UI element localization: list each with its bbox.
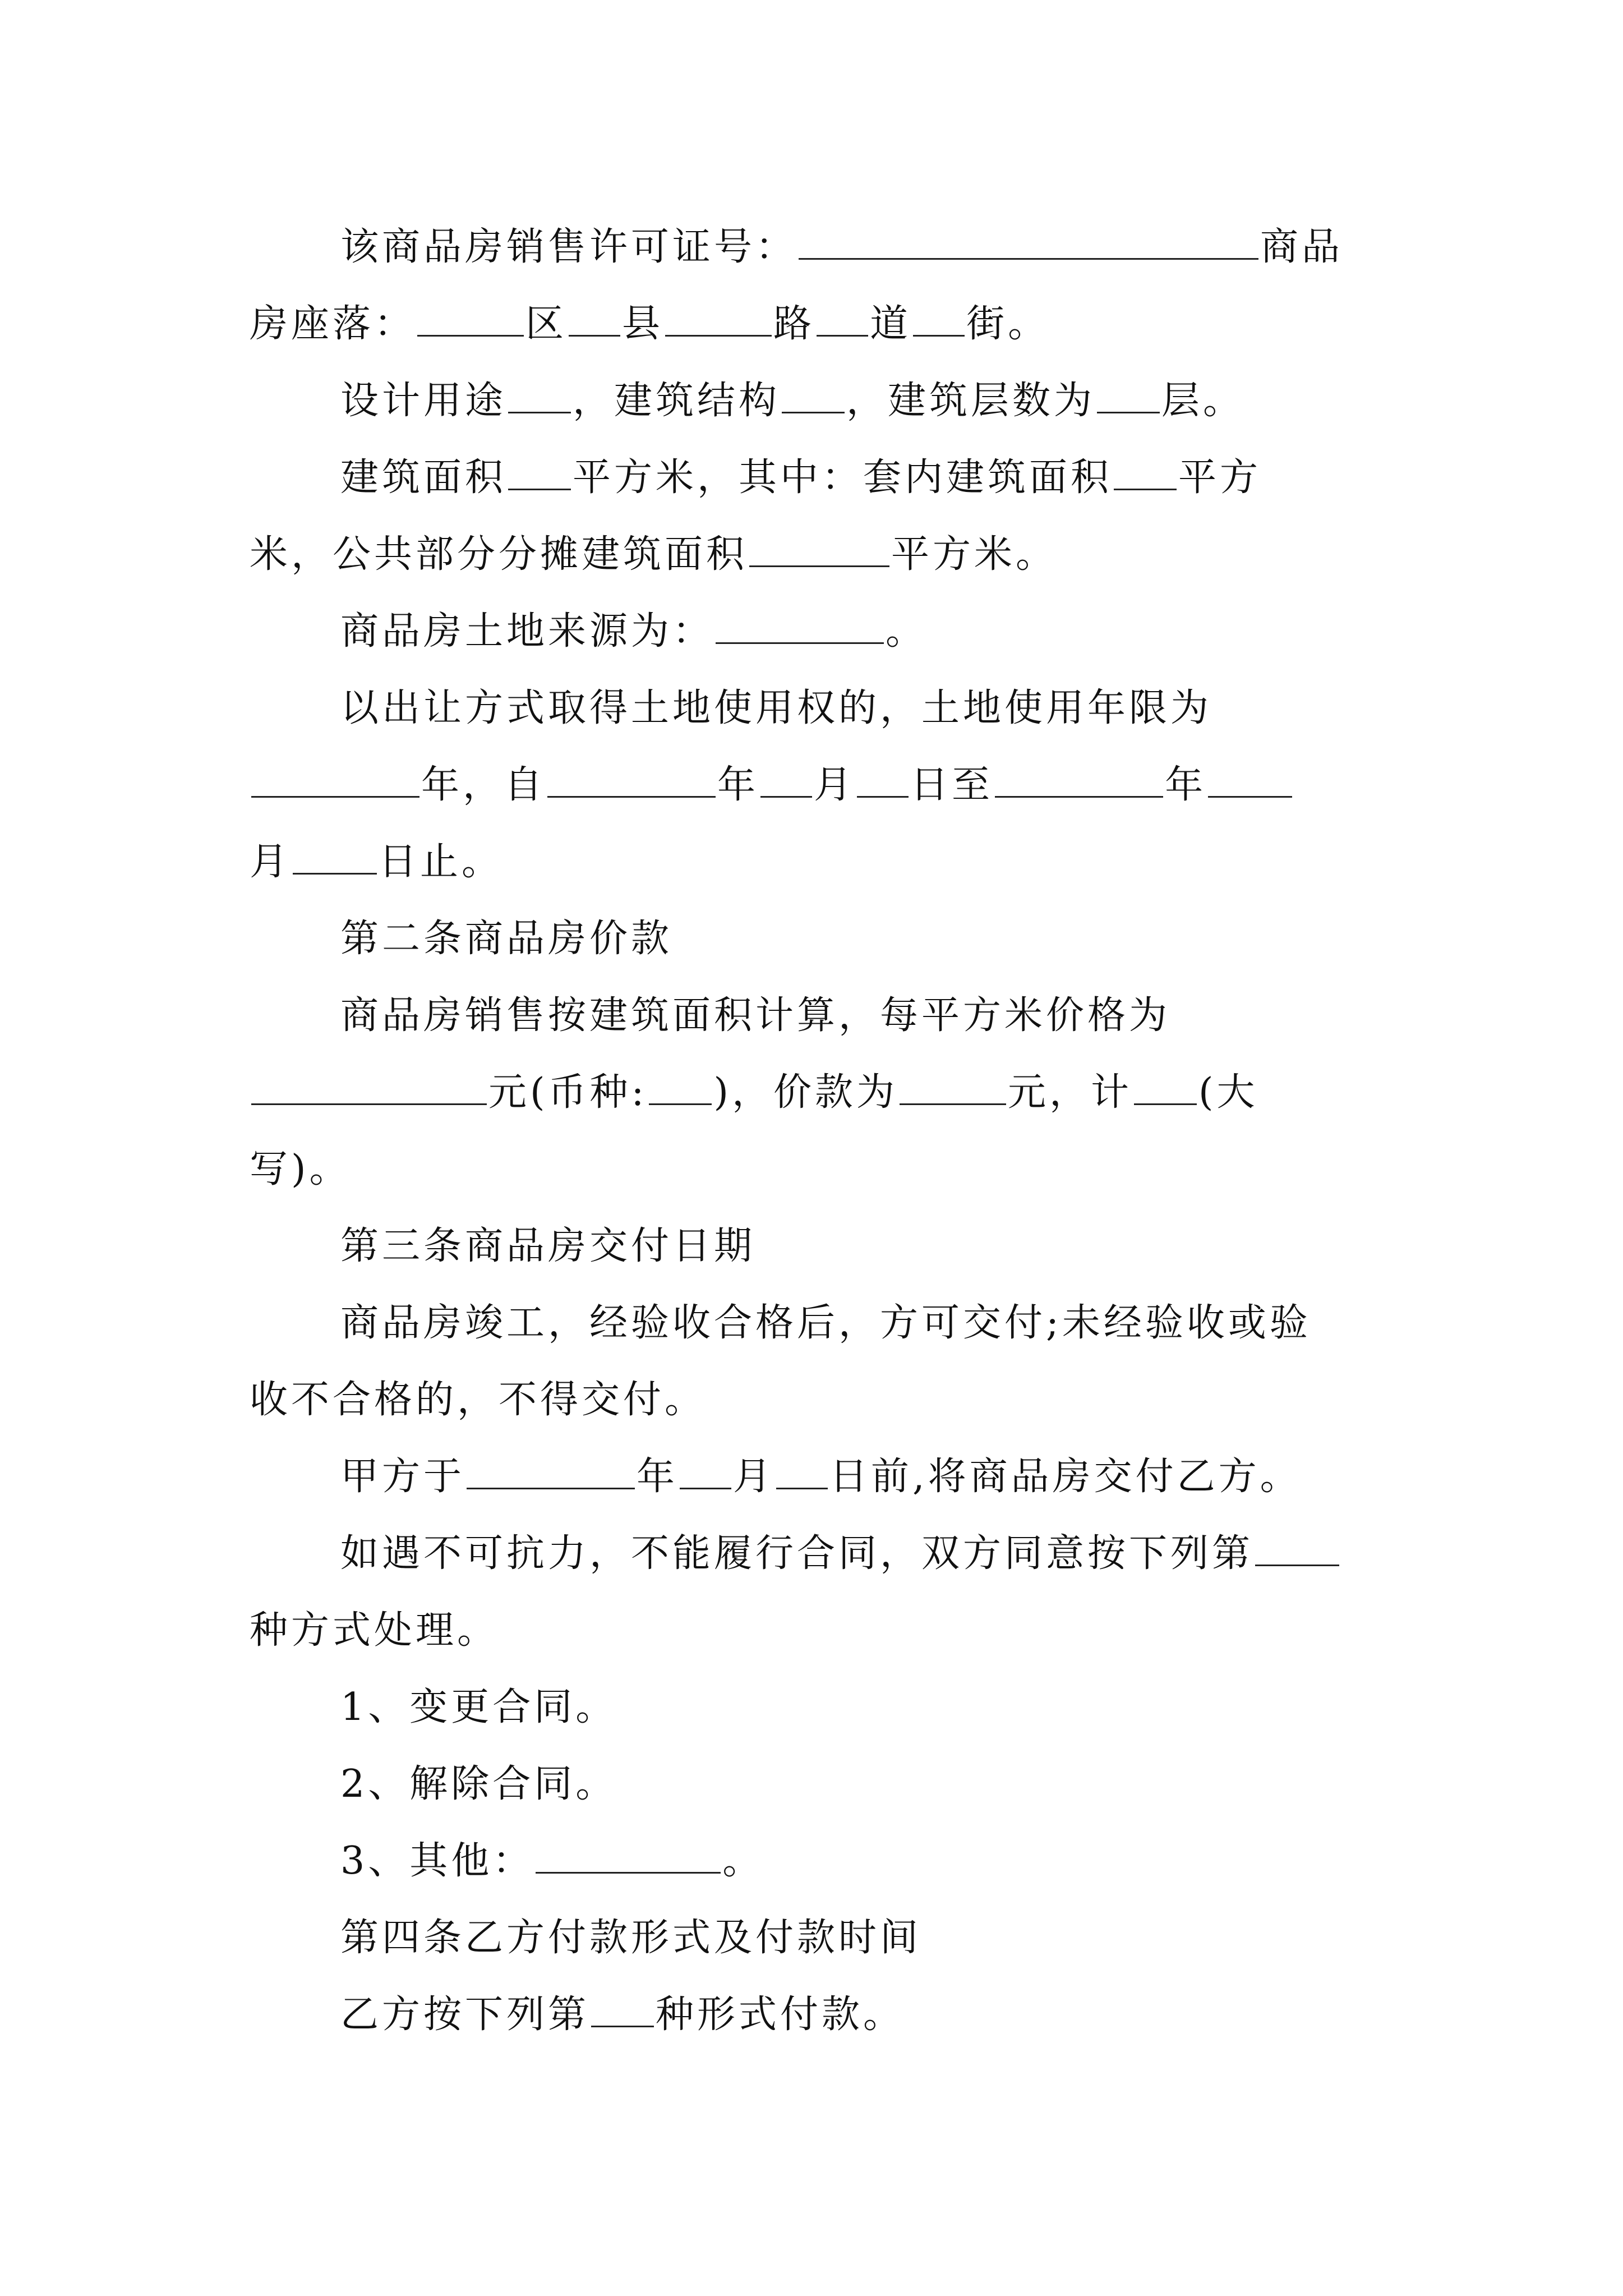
total-price-blank (900, 1072, 1006, 1105)
inner-area-blank (1114, 457, 1177, 490)
option-1 (250, 1669, 1394, 1746)
land-source-blank (716, 611, 884, 644)
design-use-blank (508, 380, 571, 413)
land-years-blank (251, 765, 419, 798)
inner-area-label: 平方米，其中：套内建筑面积 (573, 455, 1113, 500)
district-text: 区 (525, 302, 568, 346)
force-line (250, 1515, 1394, 1592)
option-3-end: 。 (722, 1839, 764, 1883)
land-years-text: 以出让方式取得土地使用权的，土地使用年限为 (340, 686, 1212, 730)
district-blank (417, 303, 524, 337)
public-area-line (250, 516, 1394, 593)
public-area-unit: 平方米。 (891, 532, 1058, 577)
payment-text-b: 种形式付款。 (656, 1993, 905, 2037)
land-date-line (250, 747, 1394, 823)
force-text: 如遇不可抗力，不能履行合同，双方同意按下列第 (340, 1531, 1254, 1576)
building-area-label: 建筑面积 (340, 455, 507, 500)
option-3 (250, 1823, 1394, 1899)
option-2 (250, 1746, 1394, 1823)
county-text: 县 (622, 302, 664, 346)
article-4-heading (250, 1899, 1394, 1976)
delivery-date-line (250, 1438, 1394, 1515)
end-year-text: 年 (1165, 763, 1207, 807)
start-year-blank (547, 765, 716, 798)
start-day-blank (857, 765, 909, 798)
road-blank (665, 303, 772, 337)
land-years-line (250, 670, 1394, 747)
delivery-before-text: 日前,将商品房交付乙方。 (829, 1455, 1302, 1499)
jie-blank (913, 303, 965, 337)
location-label: 房座落： (250, 302, 416, 346)
start-month-blank (760, 765, 812, 798)
land-end-line (250, 823, 1394, 900)
location-line (250, 286, 1394, 362)
article-3-heading (250, 1208, 1394, 1285)
public-area-blank (749, 534, 889, 567)
end-day-text: 日止。 (379, 840, 504, 884)
article-3-title: 第三条商品房交付日期 (340, 1224, 756, 1268)
delivery-line-1 (250, 1285, 1394, 1361)
uppercase-amount-blank (1134, 1072, 1197, 1105)
delivery-year-blank (467, 1456, 635, 1489)
unit-price-blank (251, 1072, 487, 1105)
delivery-month-blank (680, 1456, 731, 1489)
floors-blank (1097, 380, 1160, 413)
delivery-month-text: 月 (733, 1455, 775, 1499)
total-price-label: )，价款为 (713, 1070, 898, 1115)
start-year-text: 年 (717, 763, 759, 807)
structure-blank (782, 380, 845, 413)
price-line (250, 977, 1394, 1054)
area-unit-head: 平方 (1178, 455, 1262, 500)
option-2-text: 2、解除合同。 (340, 1762, 617, 1806)
price-detail-line (250, 1054, 1394, 1131)
end-month-blank-a (1208, 765, 1292, 798)
land-source-end: 。 (886, 609, 928, 654)
license-label: 该商品房销售许可证号： (340, 225, 797, 269)
end-month-text: 月 (250, 840, 292, 884)
option-1-text: 1、变更合同。 (340, 1685, 617, 1729)
uppercase-line (250, 1131, 1394, 1208)
option-3-text: 3、其他： (340, 1839, 534, 1883)
force-text-2: 种方式处理。 (250, 1608, 499, 1653)
delivery-day-blank (776, 1456, 828, 1489)
floors-unit: 层。 (1161, 379, 1245, 423)
license-number-blank (799, 227, 1258, 260)
design-line (250, 362, 1394, 439)
start-month-text: 月 (814, 763, 856, 807)
start-day-text: 日至 (910, 763, 994, 807)
years-from-text: 年，自 (421, 763, 546, 807)
license-line (250, 209, 1394, 286)
payment-form-blank (591, 1994, 654, 2027)
payment-line (250, 1976, 1394, 2053)
land-source-line (250, 593, 1394, 670)
delivery-text-1: 商品房竣工，经验收合格后，方可交付;未经验收或验 (340, 1301, 1311, 1345)
currency-blank (649, 1072, 712, 1105)
area-line (250, 439, 1394, 516)
end-day-blank (293, 841, 377, 875)
road-text: 路 (773, 302, 815, 346)
structure-label: ，建筑结构 (573, 379, 781, 423)
party-a-label: 甲方于 (340, 1455, 465, 1499)
delivery-text-2: 收不合格的，不得交付。 (250, 1378, 707, 1422)
public-area-label: 米，公共部分分摊建筑面积 (250, 532, 748, 577)
article-2-title: 第二条商品房价款 (340, 917, 673, 961)
dao-blank (817, 303, 868, 337)
uppercase-head: (大 (1198, 1070, 1258, 1115)
design-use-label: 设计用途 (340, 379, 507, 423)
uppercase-tail: 写)。 (250, 1147, 351, 1191)
county-blank (569, 303, 620, 337)
other-option-blank (536, 1841, 721, 1874)
force-option-blank (1255, 1533, 1339, 1566)
force-line-2 (250, 1592, 1394, 1669)
article-4-title: 第四条乙方付款形式及付款时间 (340, 1916, 922, 1960)
article-2-heading (250, 900, 1394, 977)
currency-label: 元(币种: (488, 1070, 648, 1115)
payment-text-a: 乙方按下列第 (340, 1993, 590, 2037)
house-head: 商品 (1260, 225, 1344, 269)
delivery-year-text: 年 (637, 1455, 679, 1499)
jie-text: 街。 (966, 302, 1050, 346)
price-sentence: 商品房销售按建筑面积计算，每平方米价格为 (340, 993, 1171, 1038)
document-body (250, 209, 1394, 2053)
total-unit-label: 元，计 (1007, 1070, 1132, 1115)
land-source-label: 商品房土地来源为： (340, 609, 714, 654)
floors-label: ，建筑层数为 (846, 379, 1096, 423)
building-area-blank (508, 457, 571, 490)
delivery-line-2 (250, 1361, 1394, 1438)
dao-text: 道 (870, 302, 912, 346)
end-year-blank (995, 765, 1163, 798)
